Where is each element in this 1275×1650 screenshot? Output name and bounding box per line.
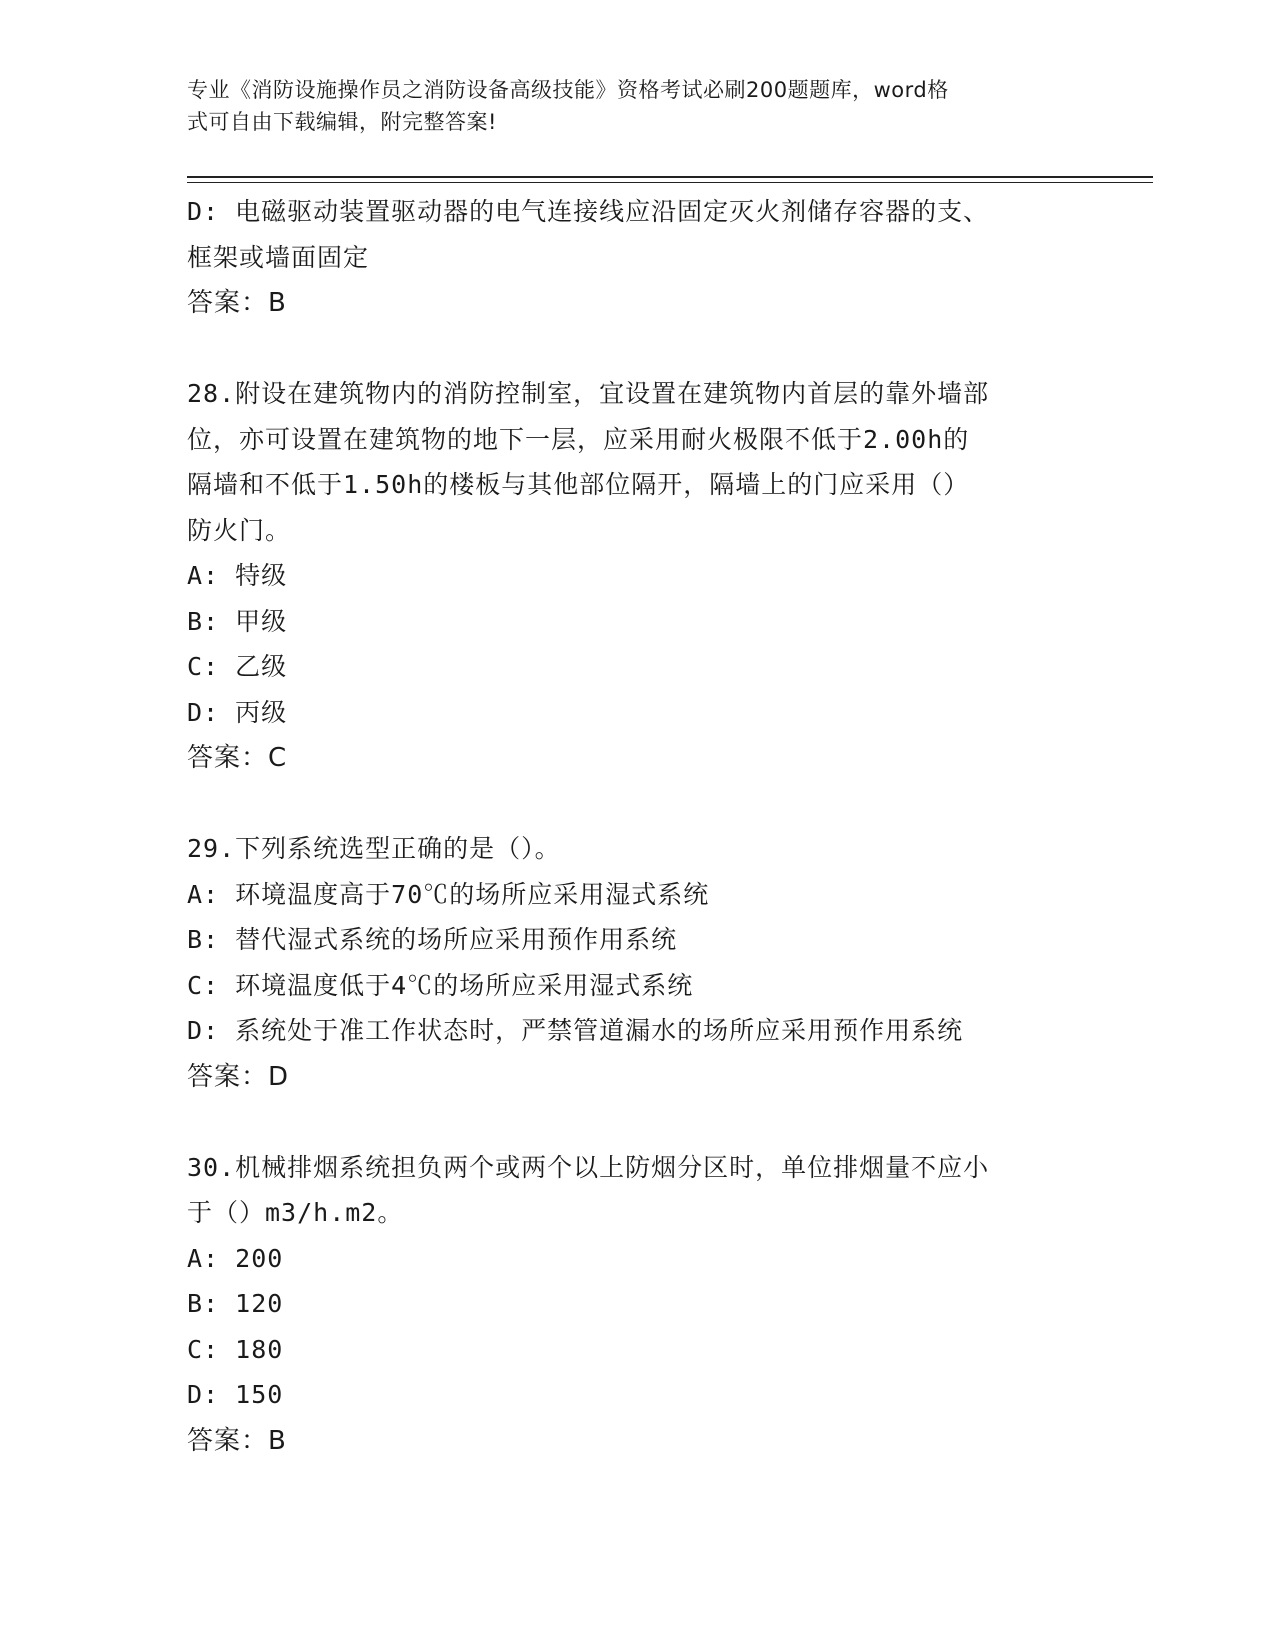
question-stem: 30.机械排烟系统担负两个或两个以上防烟分区时，单位排烟量不应小	[187, 1152, 990, 1182]
page-header	[187, 74, 1067, 138]
option-d: D: 电磁驱动装置驱动器的电气连接线应沿固定灭火剂储存容器的支、	[187, 197, 990, 226]
option-b: B: 120	[187, 1289, 284, 1318]
option-a: A: 200	[187, 1243, 284, 1273]
option-c: C: 180	[187, 1334, 284, 1364]
question-30	[187, 1145, 1087, 1464]
question-28	[187, 371, 1087, 781]
answer-line: 答案：C	[187, 743, 288, 773]
option-a: A: 环境温度高于70℃的场所应采用湿式系统	[187, 879, 710, 909]
header-line-2: 式可自由下载编辑，附完整答案!	[187, 110, 497, 134]
option-d: D: 系统处于准工作状态时，严禁管道漏水的场所应采用预作用系统	[187, 1016, 964, 1045]
question-content	[187, 189, 1087, 1464]
option-d-continuation: 框架或墙面固定	[187, 242, 370, 272]
question-stem: 位，亦可设置在建筑物的地下一层，应采用耐火极限不低于2.00h的	[187, 424, 970, 454]
answer-line: 答案：D	[187, 1061, 290, 1092]
header-divider-thick	[187, 176, 1153, 178]
header-line-1: 专业《消防设施操作员之消防设备高级技能》资格考试必刷200题题库，word格	[187, 78, 949, 102]
question-stem: 28.附设在建筑物内的消防控制室，宜设置在建筑物内首层的靠外墙部	[187, 379, 990, 408]
option-d: D: 丙级	[187, 697, 288, 727]
header-divider-thin	[187, 182, 1153, 183]
question-stem: 防火门。	[187, 515, 292, 545]
question-stem: 隔墙和不低于1.50h的楼板与其他部位隔开，隔墙上的门应采用（）	[187, 470, 970, 499]
answer-line: 答案：B	[187, 288, 287, 318]
answer-line: 答案：B	[187, 1425, 287, 1456]
option-b: B: 替代湿式系统的场所应采用预作用系统	[187, 925, 678, 954]
option-c: C: 环境温度低于4℃的场所应采用湿式系统	[187, 970, 694, 1000]
option-b: B: 甲级	[187, 606, 288, 636]
question-27-continuation	[187, 189, 1087, 326]
option-c: C: 乙级	[187, 652, 288, 681]
option-a: A: 特级	[187, 561, 288, 590]
question-stem: 29.下列系统选型正确的是（）。	[187, 834, 561, 863]
question-stem: 于（）m3/h.m2。	[187, 1198, 404, 1227]
option-d: D: 150	[187, 1380, 284, 1409]
question-29	[187, 826, 1087, 1100]
